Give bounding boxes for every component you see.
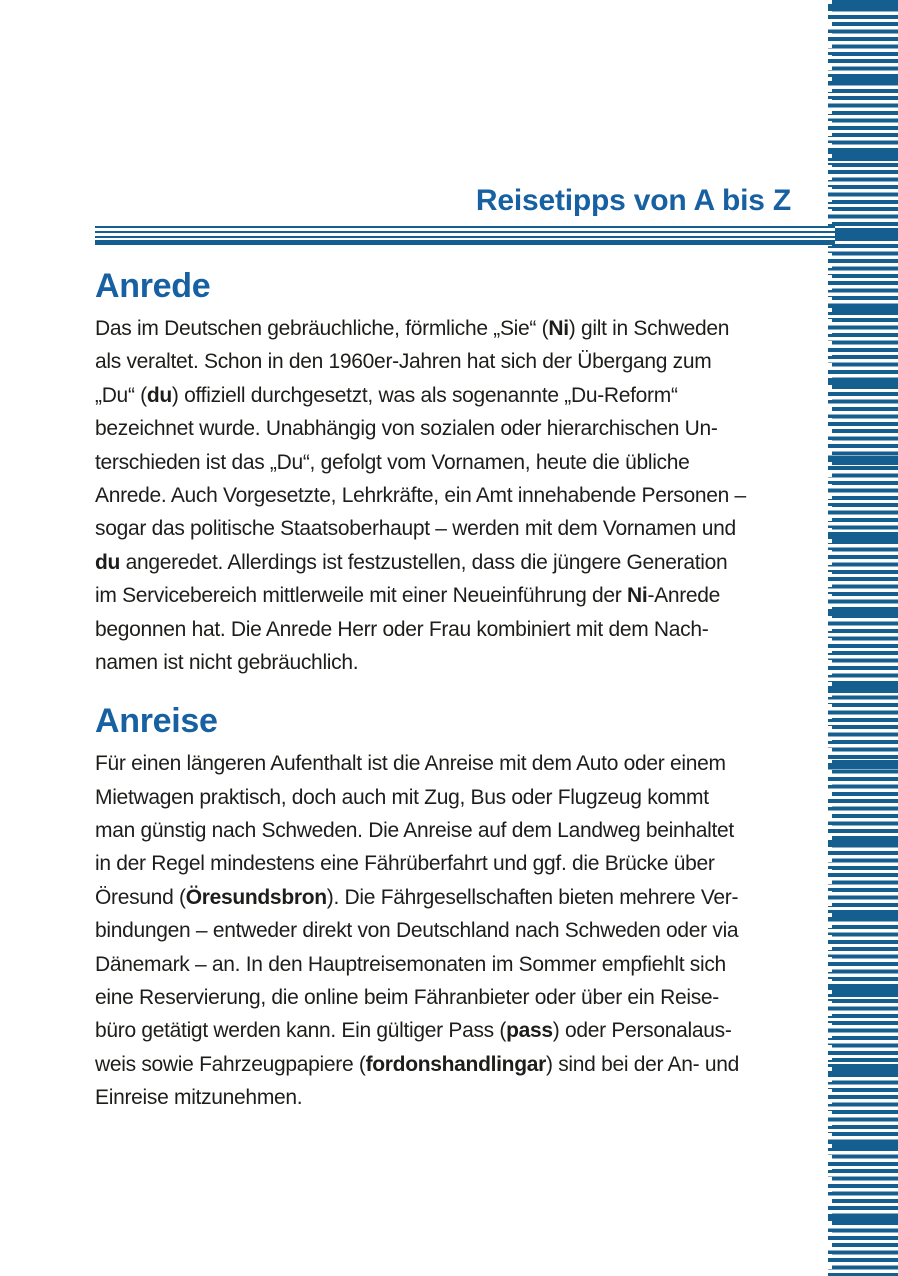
body-line	[95, 546, 835, 579]
body-text: begonnen hat. Die Anrede Herr oder Frau kombiniert mit dem Nach-	[95, 617, 709, 641]
body-line	[95, 1014, 835, 1047]
body-line	[95, 814, 835, 847]
swedish-term: Ni	[627, 584, 648, 608]
body-text: „Du“ (	[95, 383, 147, 407]
body-line	[95, 914, 835, 947]
body-text: eine Reservierung, die online beim Fähranbieter oder über ein Reise-	[95, 986, 719, 1010]
swedish-term: fordonshandlingar	[365, 1052, 546, 1076]
body-text: terschieden ist das „Du“, gefolgt vom Vornamen, heute die übliche	[95, 450, 690, 474]
body-text: in der Regel mindestens eine Fährüberfahrt und ggf. die Brücke über	[95, 852, 715, 876]
body-text: weis sowie Fahrzeugpapiere (	[95, 1052, 366, 1076]
body-line	[95, 847, 835, 880]
body-line	[95, 512, 835, 545]
body-line	[95, 579, 835, 612]
body-text: Einreise mitzunehmen.	[95, 1086, 303, 1110]
body-text: Öresund (	[95, 885, 186, 909]
body-line	[95, 981, 835, 1014]
body-text: als veraltet. Schon in den 1960er-Jahren hat sich der Übergang zum	[95, 350, 712, 374]
body-text: im Servicebereich mittlerweile mit einer Neueinführung der	[95, 584, 628, 608]
body-text: Für einen längeren Aufenthalt ist die Anreise mit dem Auto oder einem	[95, 752, 726, 776]
body-text: man günstig nach Schweden. Die Anreise auf dem Landweg beinhaltet	[95, 819, 734, 843]
sections-container	[95, 0, 835, 1115]
body-line	[95, 479, 835, 512]
body-text: ) sind bei der An- und	[545, 1052, 740, 1076]
swedish-term: pass	[506, 1019, 553, 1043]
body-text: büro getätigt werden kann. Ein gültiger Pass (	[95, 1019, 507, 1043]
deckle-stripe-band	[828, 0, 898, 1276]
body-text: angeredet. Allerdings ist festzustellen, dass die jüngere Generation	[120, 550, 728, 574]
body-line	[95, 446, 835, 479]
body-text: Anrede. Auch Vorgesetzte, Lehrkräfte, ein Amt innehabende Personen –	[95, 483, 746, 507]
body-text: sogar das politische Staatsoberhaupt – werden mit dem Vornamen und	[95, 517, 736, 541]
section-paragraph-anrede	[95, 312, 835, 679]
body-text: Mietwagen praktisch, doch auch mit Zug, Bus oder Flugzeug kommt	[95, 785, 709, 809]
body-line	[95, 948, 835, 981]
body-text: Das im Deutschen gebräuchliche, förmliche „Sie“ (	[95, 317, 549, 340]
swedish-term: du	[95, 550, 121, 574]
body-text: -Anrede	[647, 584, 721, 608]
body-line	[95, 613, 835, 646]
page-title: Reisetipps von A bis Z	[475, 184, 791, 217]
body-text: Dänemark – an. In den Hauptreisemonaten im Sommer empfiehlt sich	[95, 952, 726, 976]
body-line	[95, 781, 835, 814]
body-line	[95, 412, 835, 445]
body-text: ) offiziell durchgesetzt, was als sogenannte „Du-Reform“	[171, 383, 678, 407]
body-text: ). Die Fährgesellschaften bieten mehrere Ver-	[326, 885, 739, 909]
body-line	[95, 747, 835, 780]
swedish-term: Ni	[548, 317, 569, 340]
body-text: bezeichnet wurde. Unabhängig von sozialen oder hierarchischen Un-	[95, 417, 718, 441]
body-line	[95, 1081, 835, 1114]
body-line	[95, 1048, 835, 1081]
swedish-term: Öresundsbron	[185, 885, 327, 909]
section-paragraph-anreise	[95, 747, 835, 1114]
body-line	[95, 312, 835, 345]
body-text: namen ist nicht gebräuchlich.	[95, 650, 359, 674]
section-heading-anrede: Anrede	[95, 267, 211, 305]
body-line	[95, 379, 835, 412]
body-text: bindungen – entweder direkt von Deutschland nach Schweden oder via	[95, 919, 739, 943]
body-line	[95, 646, 835, 679]
body-line	[95, 881, 835, 914]
body-text: ) gilt in Schweden	[568, 317, 730, 340]
section-heading-anreise: Anreise	[95, 702, 218, 741]
swedish-term: du	[146, 383, 172, 407]
body-text: ) oder Personalaus-	[552, 1019, 732, 1043]
body-line	[95, 345, 835, 378]
